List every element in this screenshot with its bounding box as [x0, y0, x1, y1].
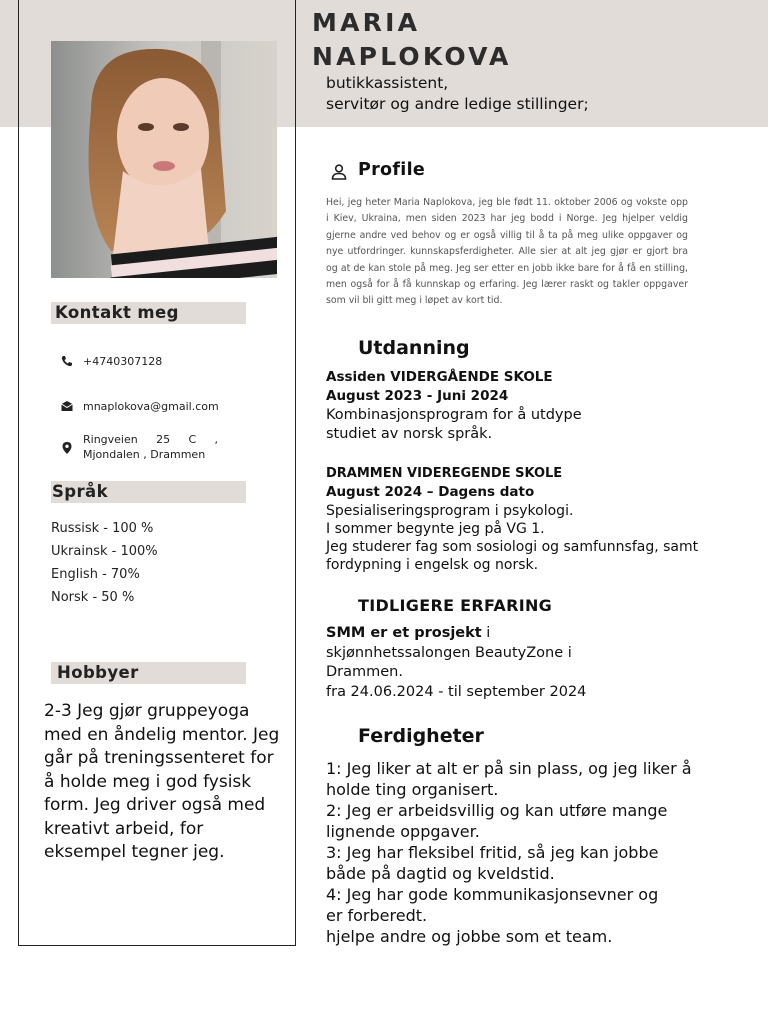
education-title: Utdanning: [358, 337, 470, 359]
profile-text: Hei, jeg heter Maria Naplokova, jeg ble født 11. oktober 2006 og vokste opp i Kiev, Ukraina, men siden 2023 har jeg bodd i Norge. Jeg hjelper veldig gjerne andre ved behov og er også villig til å ta på meg ulike oppgaver og nye utfordringer. kunnskapsferdigheter. Alle sier at alt jeg gjør er gjort bra og at de kan stole på meg. Jeg ser etter en jobb ikke bare for å få en stilling, men også for å få kunnskap og erfaring. Jeg lærer raskt og takler oppgaver som vil bli gitt meg i løpet av kort tid.: [326, 197, 688, 307]
experience-line-1: SMM er et prosjekt i: [326, 625, 491, 641]
skill-line: 4: Jeg har gode kommunikasjonsevner og: [326, 885, 659, 904]
skill-line: er forberedt.: [326, 906, 428, 925]
languages-section-header: [51, 481, 246, 503]
education-item-1: [326, 368, 582, 444]
hobbies-text: 2-3 Jeg gjør gruppeyoga med en åndelig mentor. Jeg går på treningssenteret for å holde meg i god fysisk form. Jeg driver også med kreativt arbeid, for eksempel tegner jeg.: [44, 701, 280, 862]
skill-line: 2: Jeg er arbeidsvillig og kan utføre mange: [326, 801, 668, 820]
phone-number: +4740307128: [83, 355, 163, 368]
language-item: Russisk - 100 %: [51, 521, 154, 536]
experience-line-2: skjønnhetssalongen BeautyZone i: [326, 644, 572, 661]
contact-title: Kontakt meg: [55, 303, 179, 322]
profile-title: Profile: [358, 160, 426, 180]
hobbies-section-header: [51, 662, 246, 684]
name-line-1: MARIA: [312, 8, 421, 37]
address-line-1: Ringveien 25 C ,: [83, 433, 218, 446]
school-dates: August 2024 – Dagens dato: [326, 484, 535, 500]
address-line-2: Mjondalen , Drammen: [83, 448, 206, 461]
phone-icon: [60, 354, 74, 368]
skill-line: 3: Jeg har fleksibel fritid, så jeg kan jobbe: [326, 843, 659, 862]
location-pin-icon: [60, 441, 74, 455]
language-item: English - 70%: [51, 567, 140, 582]
job-line-2: servitør og andre ledige stillinger;: [326, 95, 589, 113]
school-desc: I sommer begynte jeg på VG 1.: [326, 521, 545, 537]
school-name: DRAMMEN VIDEREGENDE SKOLE: [326, 466, 563, 481]
skill-line: holde ting organisert.: [326, 780, 499, 799]
school-name: Assiden VIDERGÅENDE SKOLE: [326, 369, 553, 385]
school-desc: Kombinasjonsprogram for å utdype: [326, 407, 582, 423]
education-item-2: [326, 464, 698, 574]
skill-line: lignende oppgaver.: [326, 822, 480, 841]
person-name: [312, 6, 512, 74]
school-desc: Jeg studerer fag som sosiologi og samfunnsfag, samt: [326, 539, 699, 555]
experience-title: TIDLIGERE ERFARING: [358, 596, 553, 615]
name-line-2: NAPLOKOVA: [312, 42, 512, 71]
job-line-1: butikkassistent,: [326, 74, 449, 92]
contact-section-header: [51, 302, 246, 324]
experience-item: [326, 624, 586, 702]
skills-title: Ferdigheter: [358, 725, 484, 747]
envelope-icon: [60, 399, 74, 413]
school-desc: studiet av norsk språk.: [326, 426, 493, 442]
person-icon: [330, 163, 348, 185]
email-address: mnaplokova@gmail.com: [83, 400, 219, 413]
profile-photo: [51, 41, 277, 278]
experience-line-3: Drammen.: [326, 664, 403, 680]
language-item: Ukrainsk - 100%: [51, 544, 158, 559]
skill-line: 1: Jeg liker at alt er på sin plass, og jeg liker å: [326, 759, 692, 778]
experience-line-4: fra 24.06.2024 - til september 2024: [326, 683, 587, 700]
languages-title: Språk: [52, 482, 108, 501]
skills-list: [326, 758, 746, 947]
school-dates: August 2023 - Juni 2024: [326, 388, 509, 404]
hobbies-title: Hobbyer: [57, 663, 139, 682]
skill-line: hjelpe andre og jobbe som et team.: [326, 927, 613, 946]
language-item: Norsk - 50 %: [51, 590, 135, 605]
skill-line: både på dagtid og kveldstid.: [326, 864, 555, 883]
job-title: [326, 73, 589, 115]
languages-list: [51, 517, 158, 609]
school-desc: fordypning i engelsk og norsk.: [326, 557, 539, 573]
school-desc: Spesialiseringsprogram i psykologi.: [326, 503, 574, 519]
